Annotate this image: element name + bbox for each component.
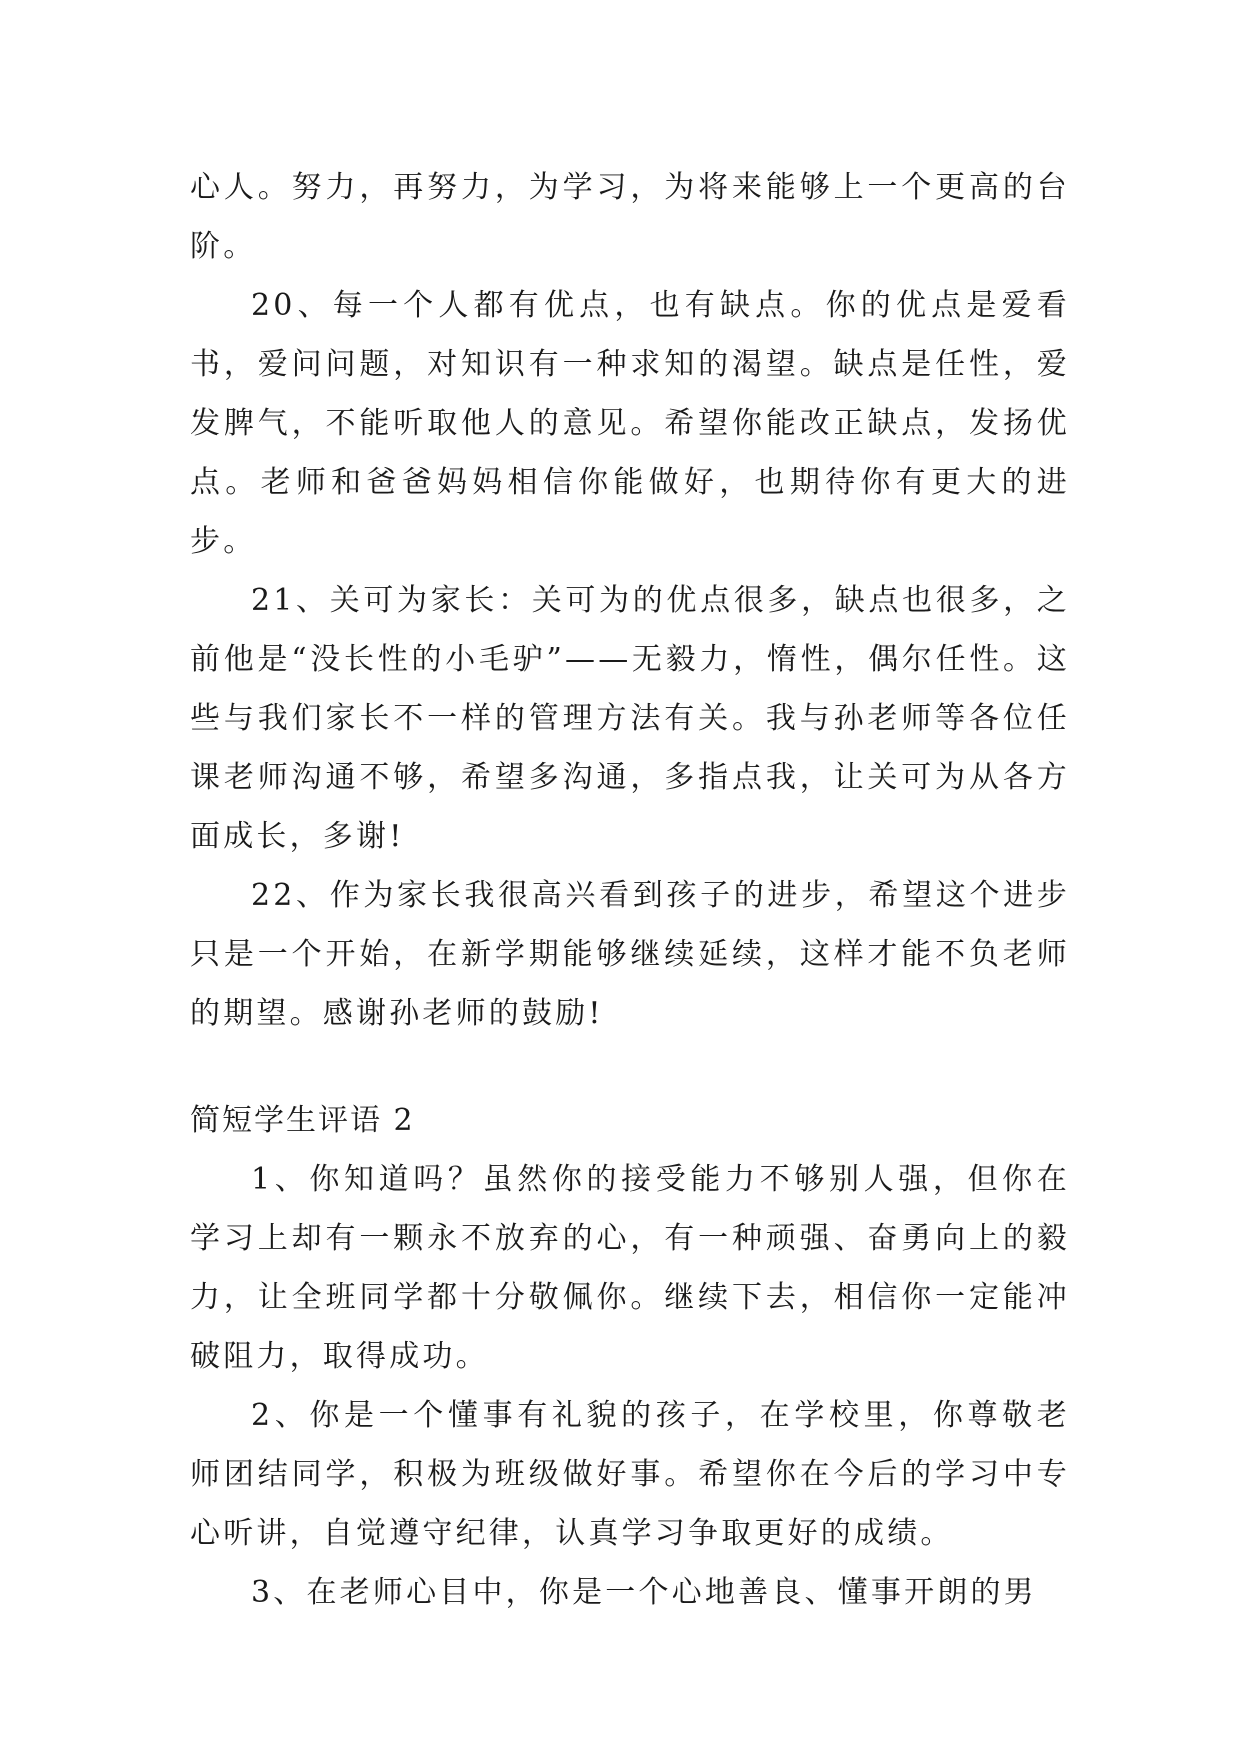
paragraph-comment-3: 3、在老师心目中，你是一个心地善良、懂事开朗的男 <box>251 1575 1037 1610</box>
document-body <box>190 158 1070 1622</box>
paragraph-comment-1: 1、你知道吗？虽然你的接受能力不够别人强，但你在学习上却有一颗永不放弃的心，有一种顽强、奋勇向上的毅力，让全班同学都十分敬佩你。继续下去，相信你一定能冲破阻力，取得成功。 <box>190 1162 1070 1374</box>
section-heading: 简短学生评语 2 <box>190 1103 415 1138</box>
paragraph-comment-21: 21、关可为家长：关可为的优点很多，缺点也很多，之前他是“没长性的小毛驴”——无毅力，惰性，偶尔任性。这些与我们家长不一样的管理方法有关。我与孙老师等各位任课老师沟通不够，希望多沟通，多指点我，让关可为从各方面成长，多谢! <box>190 583 1070 854</box>
paragraph-comment-22: 22、作为家长我很高兴看到孩子的进步，希望这个进步只是一个开始，在新学期能够继续延续，这样才能不负老师的期望。感谢孙老师的鼓励! <box>190 878 1070 1031</box>
paragraph-continuation: 心人。努力，再努力，为学习，为将来能够上一个更高的台阶。 <box>190 170 1070 264</box>
paragraph-comment-2: 2、你是一个懂事有礼貌的孩子，在学校里，你尊敬老师团结同学，积极为班级做好事。希望你在今后的学习中专心听讲，自觉遵守纪律，认真学习争取更好的成绩。 <box>190 1398 1070 1551</box>
paragraph-comment-20: 20、每一个人都有优点，也有缺点。你的优点是爱看书，爱问问题，对知识有一种求知的渴望。缺点是任性，爱发脾气，不能听取他人的意见。希望你能改正缺点，发扬优点。老师和爸爸妈妈相信你能做好，也期待你有更大的进步。 <box>190 288 1070 559</box>
